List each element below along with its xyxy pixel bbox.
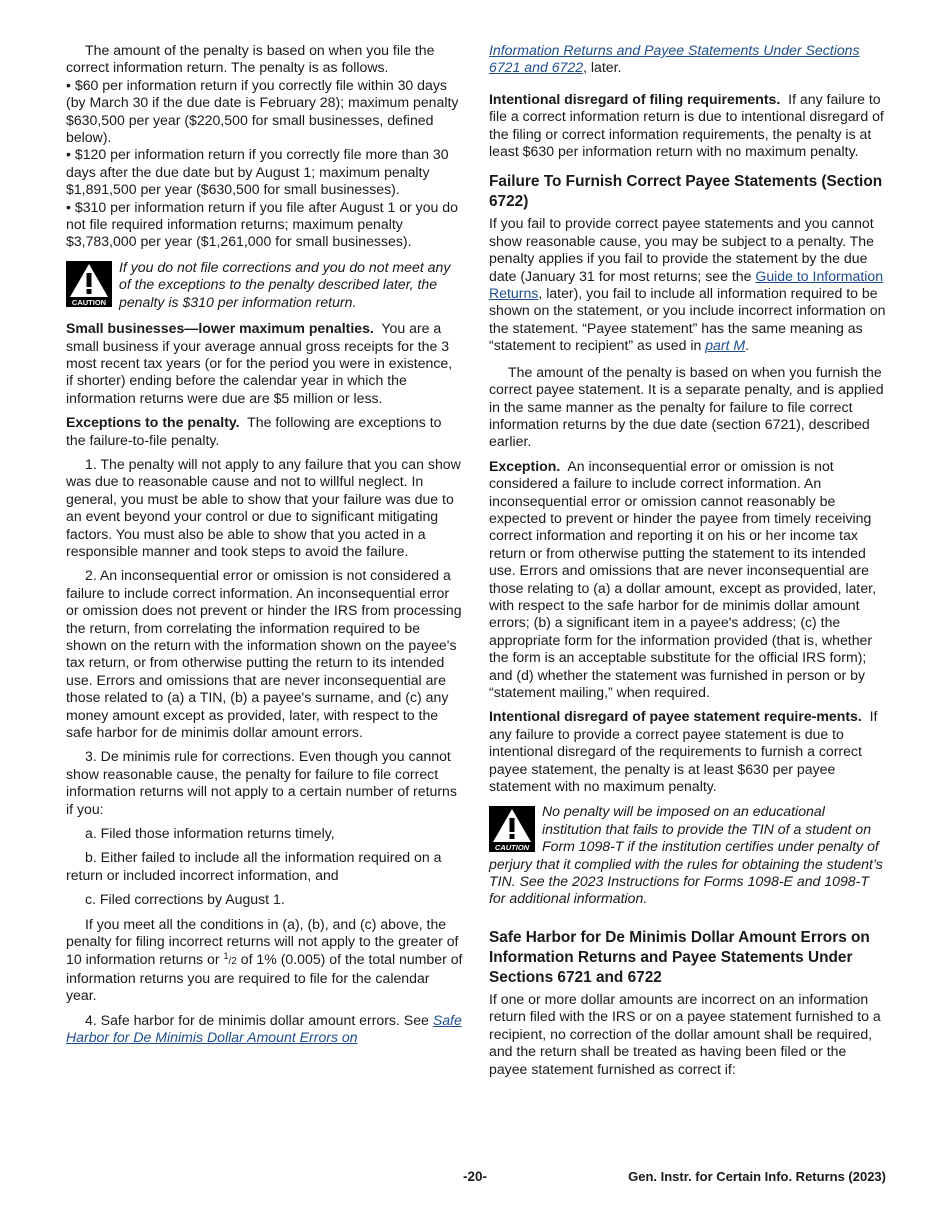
exception-item-3: 3. De minimis rule for corrections. Even though you cannot show reasonable cause, the penalty for failure to file correct information returns will not apply to a certain number of returns if you: — [66, 748, 457, 817]
exceptions-para: Exceptions to the penalty. The following are exceptions to the failure-to-file penalty. — [66, 414, 442, 448]
small-business-heading: Small businesses—lower maximum penalties. — [66, 320, 374, 337]
intentional-disregard-filing: Intentional disregard of filing requirements. If any failure to file a correct information return is due to intentional disregard of the filing or correct information requirements, the penalty is at least $630 per information return with no maximum penalty. — [489, 90, 884, 160]
safe-harbor-link-cont[interactable]: Information Returns and Payee Statements Under Sections 6721 and 6722 — [489, 42, 860, 76]
exception-item-2: 2. An inconsequential error or omission is not considered a failure to include correct information. An inconsequential error or omission does not prevent or hinder the IRS from processing the return, from correlating the information required to be shown on the return with the information shown on the payee's tax return, or from otherwise putting the return to its intended use. Errors and omissions that are never inconsequential are those related to (a) a TIN, (b) a payee's surname, and (c) any money amount except as provided, later, with respect to the safe harbor for de minimis dollar amount errors. — [66, 567, 462, 741]
bullet-310: • $310 per information return if you file after August 1 or you do not file required information returns; maximum penalty $3,783,000 per year ($1,261,000 for small businesses). — [66, 198, 458, 250]
left-column — [66, 42, 463, 1047]
exception-heading: Exception. — [489, 457, 561, 474]
caution-icon — [489, 806, 535, 852]
small-business-para: Small businesses—lower maximum penalties. You are a small business if your average annual gross receipts for the 3 most recent tax years (or for the period you were in existence, if shorter) ending before the calendar year in which the information returns were due are $5 million or less. — [66, 320, 453, 406]
intentional-heading: Intentional disregard of filing requirements. — [489, 90, 781, 107]
caution-note-2 — [489, 803, 886, 907]
page-number: -20- — [462, 1169, 487, 1184]
safe-harbor-para: If one or more dollar amounts are incorrect on an information return filed with the IRS or on a payee statement furnished to a recipient, no correction of the dollar amount shall be required, and the return shall be treated as having been filed or the payee statement furnished as correct if: — [489, 990, 881, 1077]
svg-text:CAUTION: CAUTION — [71, 297, 107, 307]
bullet-char: • — [66, 146, 71, 163]
exception-para: Exception. An inconsequential error or omission is not considered a failure to include correct information. An inconsequential error or omission cannot reasonably be expected to prevent or hinder the payee from timely receiving correct information and reporting it on his or her income tax return or from otherwise putting the statement to its intended use. Errors and omissions that are never inconsequential are those relating to (a) a dollar amount, except as provided, later, with respect to the safe harbor for de minimis dollar amount errors; (b) a significant item in a payee's address; (c) the appropriate form for the information provided (that is, whether the form is an acceptable substitute for the official IRS form); and (d) whether the statement was furnished in person or by “statement mailing,” when required. — [489, 457, 877, 700]
bullet-char: • — [66, 76, 71, 93]
furnish-amount-para: The amount of the penalty is based on when you furnish the correct payee statement. It is a separate penalty, and is applied in the same manner as the penalty for failure to file correct information returns by the due date (section 6721), described earlier. — [489, 363, 884, 450]
intentional-payee-heading: Intentional disregard of payee statement require-ments. — [489, 708, 862, 725]
condition-b: b. Either failed to include all the information required on a return or included incorrect information, and — [66, 849, 442, 883]
intentional-disregard-payee: Intentional disregard of payee statement require-ments. If any failure to provide a correct payee statement is due to intentional disregard of the requirements to furnish a correct payee statement, the penalty is at least $630 per payee statement with no maximum penalty. — [489, 708, 878, 795]
caution-text-2: No penalty will be imposed on an educational institution that fails to provide the TIN of a student on Form 1098-T if the institution certifies under penalty of perjury that it complied with the rules for obtaining the student’s TIN. See the 2023 Instructions for Forms 1098-E and 1098-T for additional information. — [489, 803, 883, 907]
exception-item-1: 1. The penalty will not apply to any failure that you can show was due to reasonable cause and not to willful neglect. In general, you must be able to show that your failure was due to an event beyond your control or due to significant mitigating factors. You must also be able to show that you acted in a responsible manner and took steps to avoid the failure. — [66, 455, 461, 559]
exceptions-heading: Exceptions to the penalty. — [66, 414, 240, 431]
guide-link[interactable]: Guide to Information Returns — [489, 267, 884, 302]
penalty-intro: The amount of the penalty is based on when you file the correct information return. The penalty is as follows. — [66, 42, 435, 76]
footer-title: Gen. Instr. for Certain Info. Returns (2023) — [628, 1169, 886, 1184]
bullet-char: • — [66, 198, 71, 215]
bullet-120: • $120 per information return if you correctly file more than 30 days after the due date but by August 1; maximum penalty $1,891,500 per year ($630,500 for small businesses). — [66, 146, 449, 198]
caution-icon — [66, 261, 112, 307]
continued-link-para: Information Returns and Payee Statements Under Sections 6721 and 6722, later. — [489, 42, 860, 76]
condition-c: c. Filed corrections by August 1. — [85, 891, 285, 908]
section-heading-safe-harbor: Safe Harbor for De Minimis Dollar Amount Errors on Information Returns and Payee Statements Under Sections 6721 and 6722 — [489, 928, 870, 986]
section-heading-6722: Failure To Furnish Correct Payee Statements (Section 6722) — [489, 173, 883, 211]
right-column — [489, 42, 886, 1078]
svg-text:CAUTION: CAUTION — [494, 843, 530, 853]
bullet-60: • $60 per information return if you correctly file within 30 days (by March 30 if the due date is February 28); maximum penalty $630,500 per year ($220,500 for small businesses, defined below). — [66, 76, 459, 146]
furnish-para: If you fail to provide correct payee statements and you cannot show reasonable cause, you may be subject to a penalty. The penalty applies if you fail to provide the statement by the due date (January 31 for most returns; see the Guide to Information Returns, later), you fail to include all information required to be shown on the statement, or you include incorrect information on the statement. “Payee statement” has the same meaning as “statement to recipient” as used in part M. — [489, 215, 886, 354]
safe-harbor-link[interactable]: Safe Harbor for De Minimis Dollar Amount Errors on — [66, 1011, 462, 1046]
part-m-link[interactable]: part M — [705, 337, 746, 354]
caution-note-1 — [66, 259, 463, 311]
exception-item-4: 4. Safe harbor for de minimis dollar amount errors. See Safe Harbor for De Minimis Dollar Amount Errors on — [66, 1011, 462, 1046]
condition-a: a. Filed those information returns timely, — [85, 825, 335, 842]
de-minimis-para: If you meet all the conditions in (a), (b), and (c) above, the penalty for filing incorrect returns will not apply to the greater of 10 information returns or $^1$/2 of 1% (0.005) of the total number of information returns you are required to file for the calendar year. — [66, 915, 463, 1004]
caution-text-1: If you do not file corrections and you do not meet any of the exceptions to the penalty described later, the penalty is $310 per information return. — [119, 258, 451, 310]
